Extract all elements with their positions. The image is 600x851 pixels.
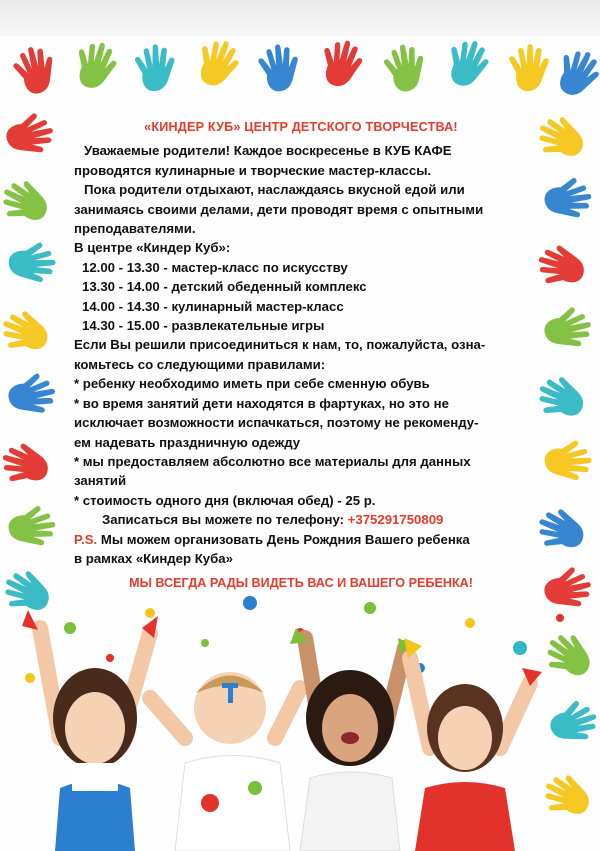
rule-line: * стоимость одного дня (включая обед) - 25 р. [74, 492, 376, 508]
handprint-icon [533, 500, 593, 557]
ps-line [74, 530, 528, 549]
handprint-icon [532, 107, 595, 167]
handprint-icon [537, 172, 597, 229]
ps-label: P.S. [74, 531, 98, 547]
phone-number[interactable]: +375291750809 [347, 512, 444, 528]
rule-line: * ребенку необходимо иметь при себе сменную обувь [74, 376, 430, 392]
rule-line: ем надевать праздничную одежду [74, 434, 301, 450]
flyer-title: «КИНДЕР КУБ» ЦЕНТР ДЕТСКОГО ТВОРЧЕСТВА! [144, 120, 458, 134]
handprint-icon [536, 301, 599, 361]
handprint-icon [0, 367, 62, 426]
rule-line: занятий [74, 473, 127, 489]
rule-line: * во время занятий дети находятся в фартуках, но это не [74, 395, 449, 411]
closing-slogan: МЫ ВСЕГДА РАДЫ ВИДЕТЬ ВАС И ВАШЕГО РЕБЕНКА! [129, 576, 473, 591]
handprint-icon [441, 36, 496, 94]
ps-line: в рамках «Киндер Куба» [74, 550, 233, 566]
handprint-icon [0, 171, 58, 231]
handprint-icon [7, 40, 67, 103]
handprint-icon [70, 38, 124, 95]
child-3 [290, 628, 412, 851]
child-4 [404, 638, 542, 851]
handprint-icon [549, 44, 600, 107]
handprint-icon [0, 302, 57, 359]
schedule-item: 12.00 - 13.30 - мастер-класс по искусству [82, 259, 348, 275]
handprint-icon [2, 238, 59, 292]
rules-intro-line: Если Вы решили присоединиться к нам, то, пожалуйста, озна- [74, 337, 486, 353]
rule-line: * мы предоставляем абсолютно все материалы для данных [74, 453, 471, 469]
children-photo [0, 588, 600, 851]
intro-line: Пока родители отдыхают, наслаждаясь вкусной едой или [84, 182, 465, 198]
handprint-icon [534, 238, 591, 292]
rule-line: исключает возможности испачкаться, поэтому не рекоменду- [74, 415, 479, 431]
intro-line: проводятся кулинарные и творческие мастер-классы. [74, 162, 432, 178]
handprint-icon [532, 367, 594, 426]
schedule-item: 13.30 - 14.00 - детский обеденный комплекс [82, 279, 367, 295]
handprint-icon [317, 37, 370, 93]
top-margin-band [0, 0, 600, 36]
rules-intro-line: комьтесь со следующими правилами: [74, 356, 326, 372]
phone-label: Записаться вы можете по телефону: [102, 512, 348, 528]
handprint-icon [253, 40, 308, 98]
handprint-icon [538, 436, 595, 490]
schedule-item: 14.30 - 15.00 - развлекательные игры [82, 318, 325, 334]
ps-text: Мы можем организовать День Рождния Вашего ребенка [97, 531, 470, 547]
child-1 [22, 610, 158, 851]
intro-line: занимаясь своими делами, дети проводят время с опытными [74, 201, 484, 217]
intro-line: Уважаемые родители! Каждое воскресенье в КУБ КАФЕ [84, 143, 452, 159]
handprint-icon [0, 107, 60, 167]
phone-line [74, 510, 528, 529]
handprint-icon [378, 39, 435, 99]
handprint-icon [0, 436, 56, 490]
handprint-icon [190, 35, 247, 95]
child-2 [150, 672, 300, 851]
schedule-heading: В центре «Киндер Куб»: [74, 240, 231, 256]
schedule-item: 14.00 - 14.30 - кулинарный мастер-класс [82, 298, 344, 314]
handprint-icon [1, 500, 61, 557]
intro-line: преподавателями. [74, 221, 196, 237]
handprint-icon [131, 41, 184, 97]
flyer-text [74, 118, 528, 594]
